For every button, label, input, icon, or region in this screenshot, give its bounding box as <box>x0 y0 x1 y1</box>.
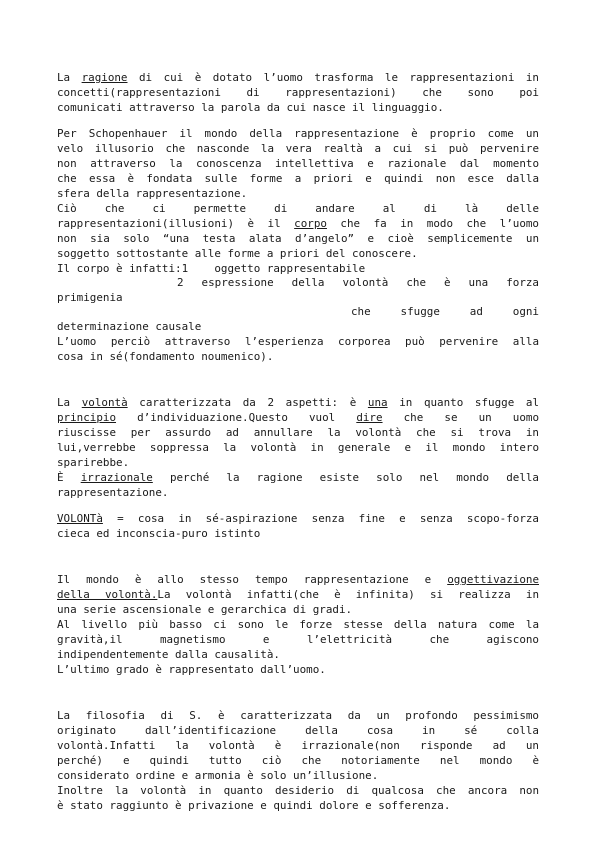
p2-line9: soggetto sottostante alle forme a priori del conoscere. <box>57 247 418 260</box>
text-run: che se un uomo <box>382 411 539 424</box>
p4-line2 <box>57 587 539 602</box>
p2-line1: Per Schopenhauer il mondo della rappresentazione è proprio come un <box>57 127 539 140</box>
p2-line5: sfera della rappresentazione. <box>57 187 248 200</box>
p4-line4: Al livello più basso ci sono le forze stesse della natura come la <box>57 618 539 631</box>
p4-line3: una serie ascensionale e gerarchica di gradi. <box>57 603 353 616</box>
p5-line7: è stato raggiunto è privazione e quindi dolore e sofferenza. <box>57 799 451 812</box>
underlined-term: una <box>367 396 388 409</box>
p2-line15: L’uomo perciò attraverso l’esperienza corporea può pervenire alla <box>57 335 539 348</box>
p2-line7 <box>57 216 539 231</box>
p1-line3: comunicati attraverso la parola da cui nasce il linguaggio. <box>57 101 444 114</box>
underlined-term: della volontà. <box>57 588 158 601</box>
text-run: che fa in modo che l’uomo <box>326 217 539 230</box>
underlined-term: volontà <box>81 396 128 409</box>
p2-line10: Il corpo è infatti:1 oggetto rappresentabile <box>57 262 366 275</box>
p5-line4: perché) e quindi tutto ciò che notoriamente nel mondo è <box>57 754 539 767</box>
p3-line9: cieca ed inconscia-puro istinto <box>57 527 261 540</box>
p5-line6: Inoltre la volontà in quanto desiderio di qualcosa che ancora non <box>57 784 539 797</box>
p2-line11: 2 espressione della volontà che è una forza <box>177 276 539 289</box>
underlined-term: principio <box>57 411 117 424</box>
p4-line1 <box>57 572 539 587</box>
text-run: rappresentazioni(illusioni) è il <box>57 217 295 230</box>
text-run: Il mondo è allo stesso tempo rappresentazione e <box>57 573 448 586</box>
text-run: La volontà infatti(che è infinita) si realizza in <box>157 588 539 601</box>
p5-line1: La filosofia di S. è caratterizzata da un profondo pessimismo <box>57 709 539 722</box>
p3-line4: lui,verrebbe soppressa la volontà in generale e il mondo intero <box>57 441 539 454</box>
p3-line6 <box>57 470 539 485</box>
p2-line3: non attraverso la conoscenza intellettiva e razionale dal momento <box>57 157 539 170</box>
underlined-term: ragione <box>81 71 128 84</box>
text-run: caratterizzata da 2 aspetti: è <box>127 396 368 409</box>
p3-line2 <box>57 410 539 425</box>
p2-line4: che essa è fondata sulle forme a priori e quindi non esce dalla <box>57 172 539 185</box>
p3-line7: rappresentazione. <box>57 486 169 499</box>
text-run: d’individuazione.Questo vuol <box>116 411 357 424</box>
p3-line5: sparirebbe. <box>57 456 130 469</box>
p4-line6: indipendentemente dalla causalità. <box>57 648 280 661</box>
p1-line2: concetti(rappresentazioni di rappresentazioni) che sono poi <box>57 86 539 99</box>
text-run: La <box>57 71 82 84</box>
text-run: di cui è dotato l’uomo trasforma le rappresentazioni in <box>127 71 539 84</box>
p2-line8: non sia solo “una testa alata d’angelo” e cioè semplicemente un <box>57 232 539 245</box>
p2-line13: che sfugge ad ogni <box>351 305 539 318</box>
p2-line16: cosa in sé(fondamento noumenico). <box>57 350 274 363</box>
text-run: in quanto sfugge al <box>387 396 539 409</box>
p2-line12: primigenia <box>57 291 123 304</box>
p5-line5: considerato ordine e armonia è solo un’illusione. <box>57 769 379 782</box>
text-run: perché la ragione esiste solo nel mondo della <box>152 471 539 484</box>
p2-line2: velo illusorio che nasconde la vera realtà a cui si può pervenire <box>57 142 539 155</box>
text-run: = cosa in sé-aspirazione senza fine e senza scopo-forza <box>102 512 539 525</box>
p3-line3: riuscisse per assurdo ad annullare la volontà che si trova in <box>57 426 539 439</box>
underlined-term: irrazionale <box>80 471 153 484</box>
underlined-term: dire <box>356 411 383 424</box>
p5-line3: volontà.Infatti la volontà è irrazionale(non risponde ad un <box>57 739 539 752</box>
p2-line14: determinazione causale <box>57 320 202 333</box>
text-run: È <box>57 471 81 484</box>
underlined-term: corpo <box>294 217 327 230</box>
p4-line7: L’ultimo grado è rappresentato dall’uomo. <box>57 663 326 676</box>
p5-line2: originato dall’identificazione della cosa in sé colla <box>57 724 539 737</box>
p4-line5: gravità,il magnetismo e l’elettricità che agiscono <box>57 633 539 646</box>
underlined-term: oggettivazione <box>447 573 539 586</box>
p1-line1 <box>57 70 539 85</box>
p2-line6: Ciò che ci permette di andare al di là delle <box>57 202 539 215</box>
p3-line1 <box>57 395 539 410</box>
p3-line8 <box>57 511 539 526</box>
text-run: La <box>57 396 82 409</box>
underlined-term: VOLONTà <box>57 512 103 525</box>
